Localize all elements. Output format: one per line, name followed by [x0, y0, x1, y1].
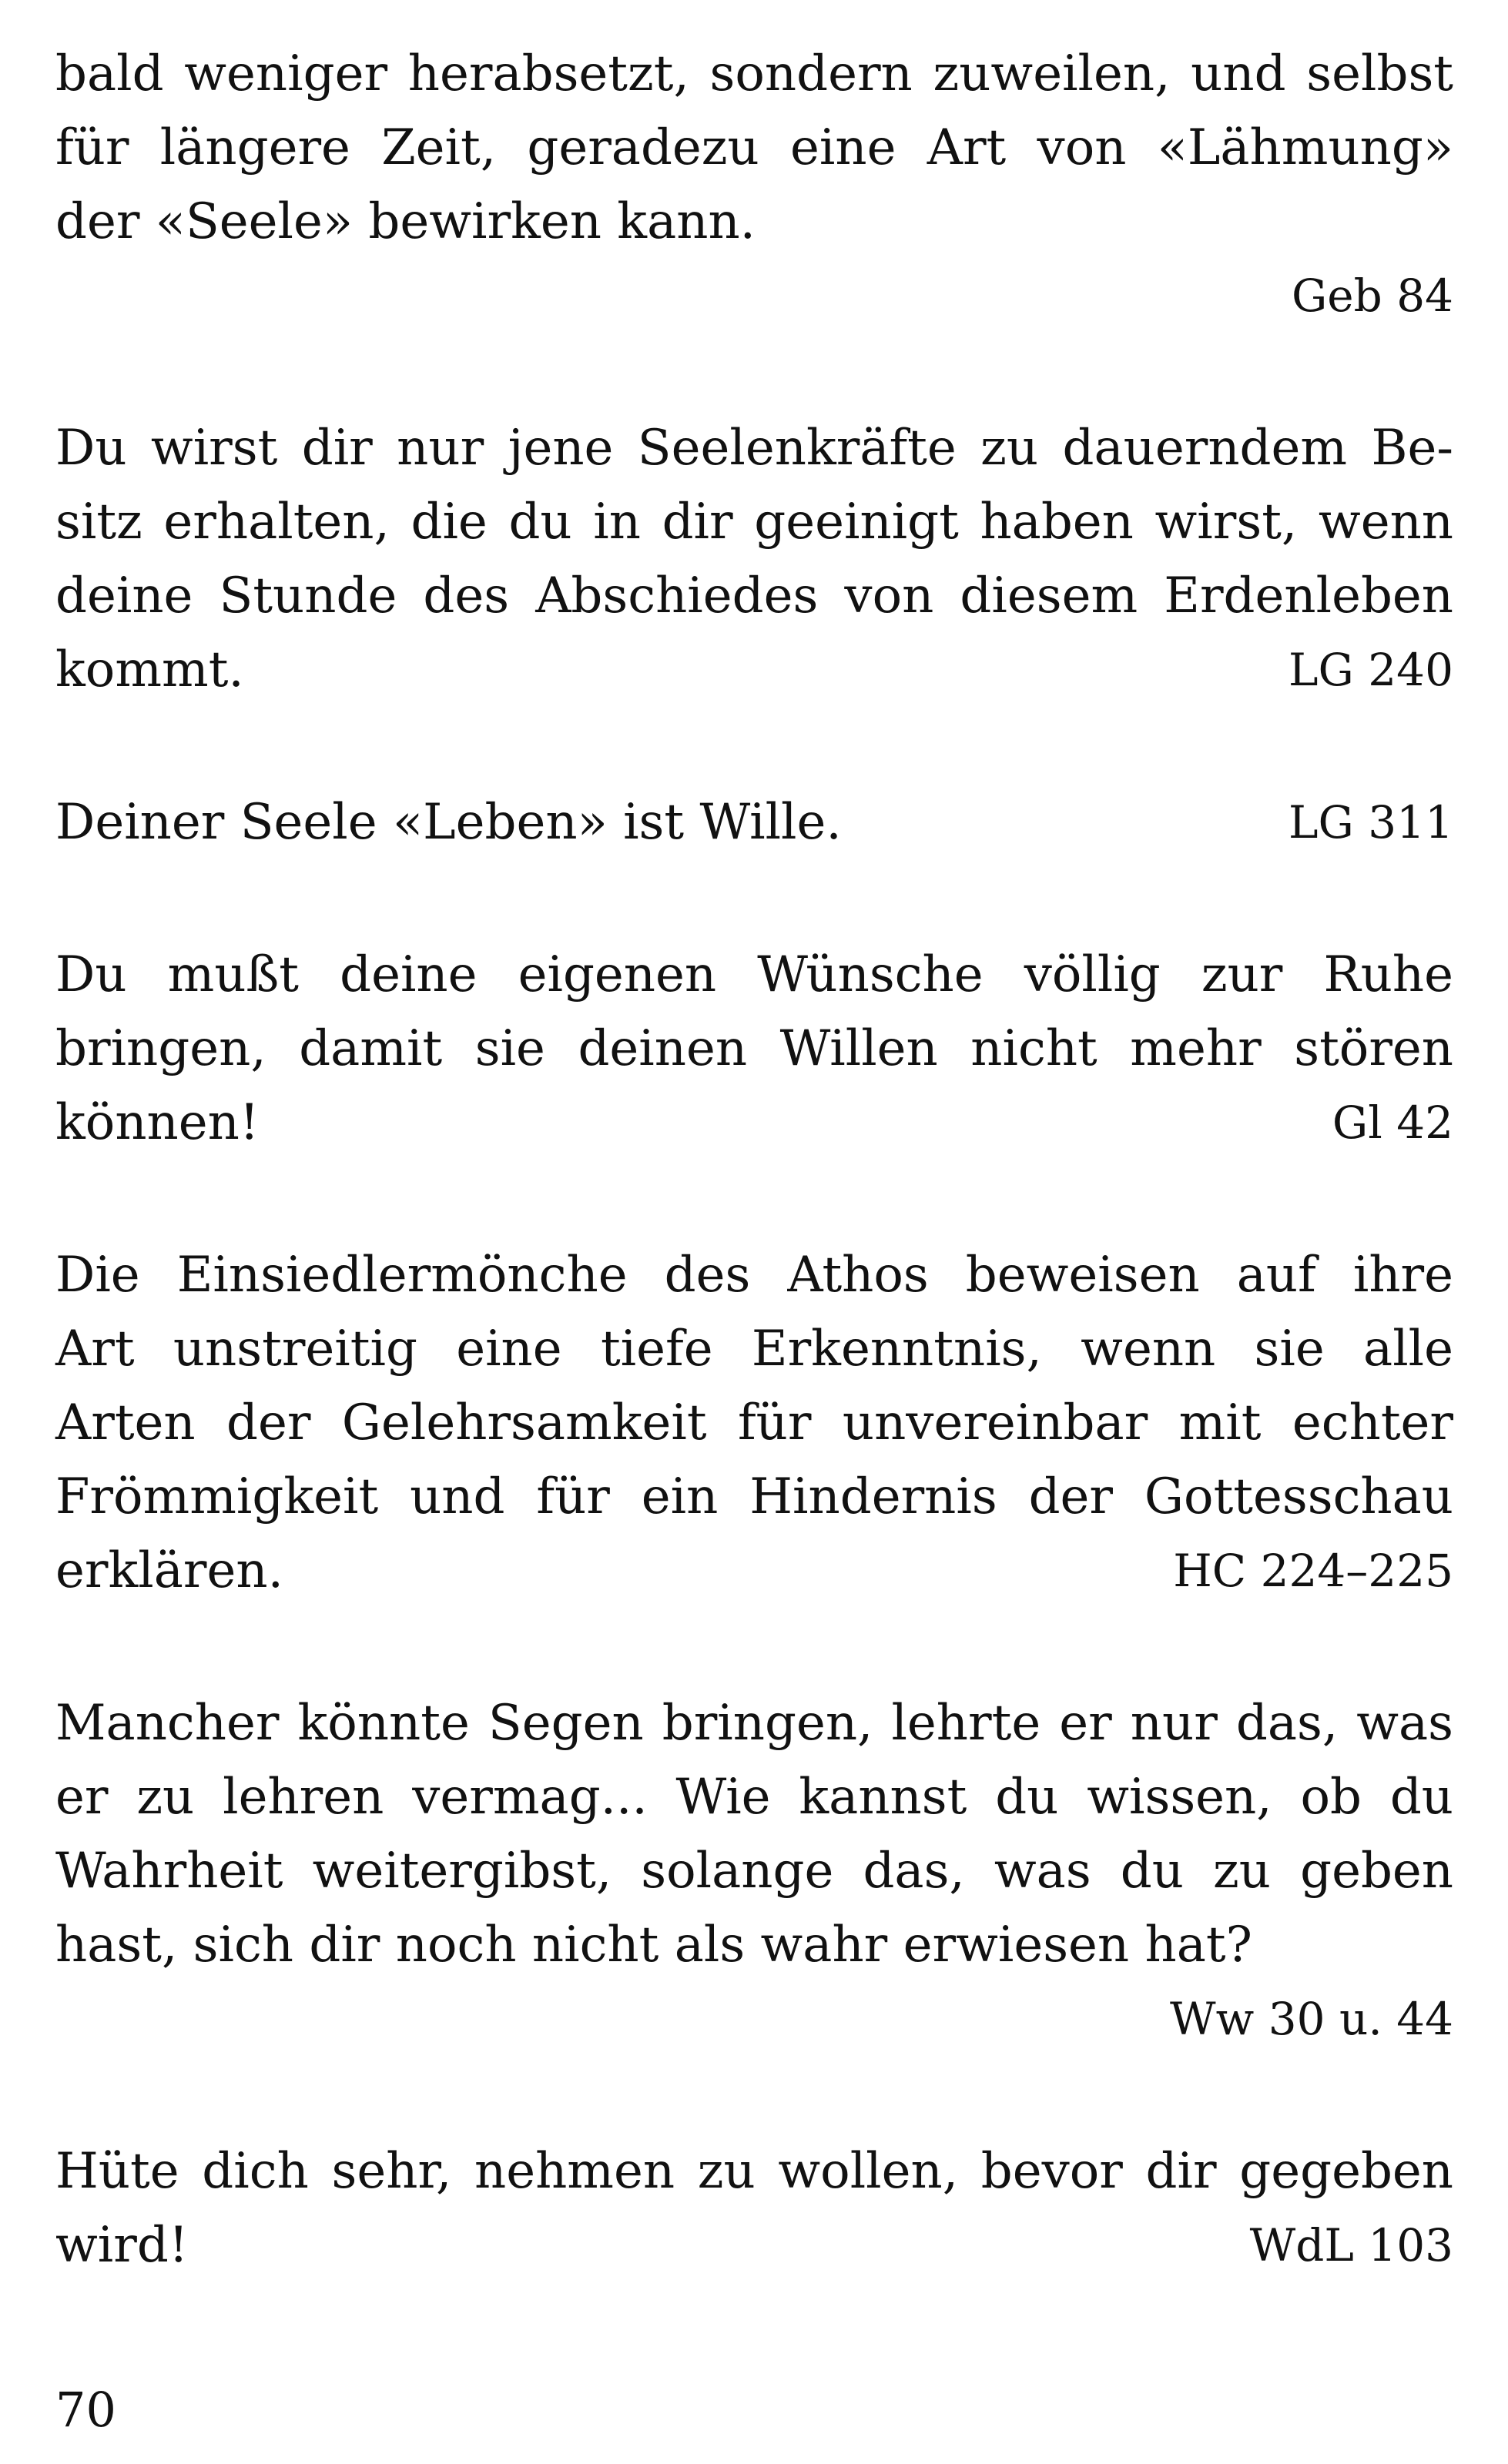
text-line: bringen, damit sie deinen Willen nicht mehr stören — [55, 1020, 1453, 1077]
source-reference: HC 224–225 — [1173, 1545, 1453, 1597]
text-line: bald weniger herabsetzt, sondern zuweilen, und selbst — [55, 45, 1453, 102]
text-line-with-reference — [55, 1534, 1453, 1608]
text-line-with-reference — [55, 2208, 1453, 2282]
passage — [55, 785, 1453, 859]
text-line: hast, sich dir noch nicht als wahr erwiesen hat? — [55, 1917, 1252, 1974]
text-line-with-reference — [55, 1086, 1453, 1160]
source-reference: LG 311 — [1289, 796, 1453, 849]
text-line: deine Stunde des Abschiedes von diesem Erdenleben — [55, 567, 1453, 624]
text-line: sitz erhalten, die du in dir geeinigt haben wirst, wenn — [55, 494, 1453, 551]
page-text — [55, 37, 1453, 2282]
text-line-with-reference — [55, 633, 1453, 707]
text-line: Arten der Gelehrsamkeit für unvereinbar mit echter — [55, 1394, 1453, 1451]
text-line: Deiner Seele «Leben» ist Wille. — [55, 794, 842, 851]
text-line: erklären. — [55, 1542, 283, 1599]
text-line: Wahrheit weitergibst, solange das, was du zu geben — [55, 1843, 1453, 1900]
text-line: wird! — [55, 2217, 189, 2274]
text-line: Mancher könnte Segen bringen, lehrte er nur das, was — [55, 1695, 1453, 1752]
source-reference: WdL 103 — [1249, 2219, 1453, 2272]
passage — [55, 1238, 1453, 1608]
text-line: Du mußt deine eigenen Wünsche völlig zur Ruhe — [55, 946, 1453, 1003]
text-line: er zu lehren vermag... Wie kannst du wissen, ob du — [55, 1769, 1453, 1826]
passage — [55, 37, 1453, 333]
text-line: kommt. — [55, 641, 244, 698]
passage — [55, 1686, 1453, 2056]
text-line: Du wirst dir nur jene Seelenkräfte zu dauerndem Be- — [55, 420, 1453, 477]
text-line: können! — [55, 1094, 260, 1151]
text-line: Art unstreitig eine tiefe Erkenntnis, wenn sie alle — [55, 1321, 1453, 1378]
text-line: Die Einsiedlermönche des Athos beweisen auf ihre — [55, 1247, 1453, 1304]
text-line-with-reference — [55, 785, 1453, 859]
source-reference: LG 240 — [1289, 644, 1453, 696]
text-line: der «Seele» bewirken kann. — [55, 193, 756, 250]
source-reference: Geb 84 — [1291, 270, 1453, 322]
source-reference: Gl 42 — [1332, 1096, 1453, 1149]
passage — [55, 2134, 1453, 2282]
passage — [55, 938, 1453, 1160]
text-line: für längere Zeit, geradezu eine Art von «Lähmung» — [55, 119, 1453, 176]
source-reference: Ww 30 u. 44 — [1170, 1993, 1453, 2045]
passage — [55, 411, 1453, 707]
text-line: Frömmigkeit und für ein Hindernis der Gottesschau — [55, 1468, 1453, 1525]
text-line: Hüte dich sehr, nehmen zu wollen, bevor dir gegeben — [55, 2143, 1453, 2200]
page-number: 70 — [55, 2382, 116, 2438]
